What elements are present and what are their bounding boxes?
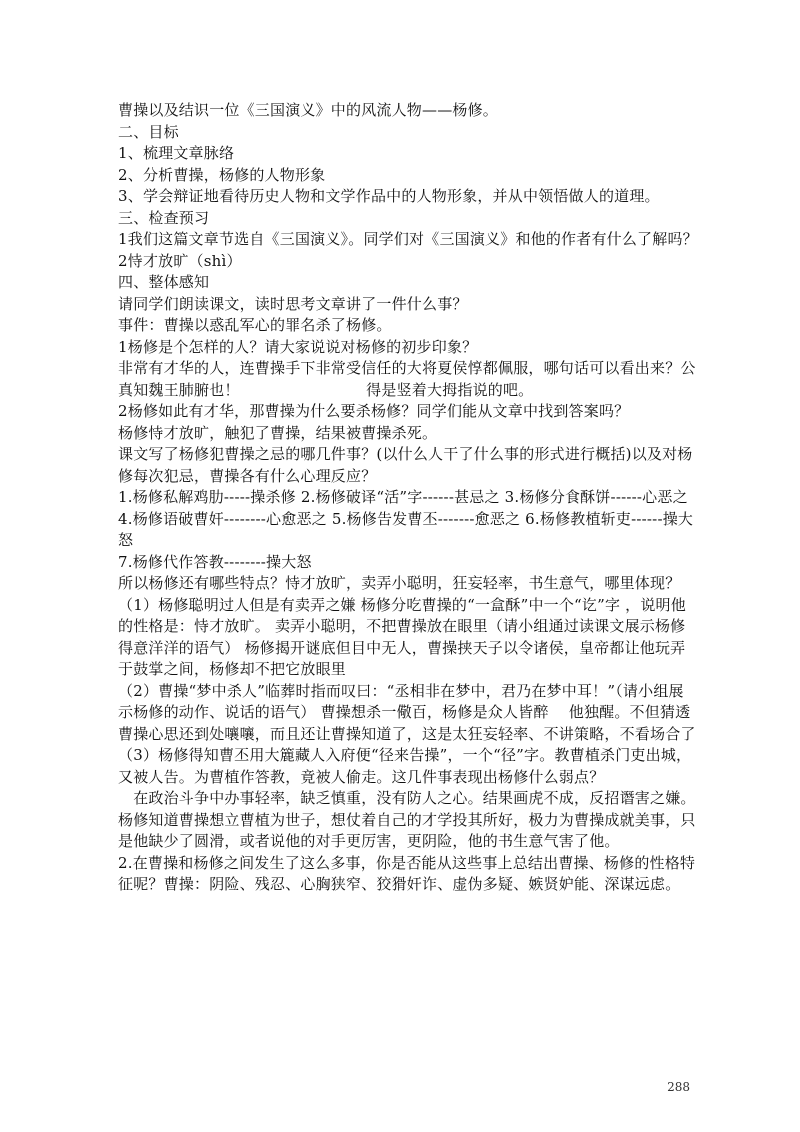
paragraph: 事件：曹操以惑乱军心的罪名杀了杨修。 bbox=[118, 316, 392, 334]
goal-item: 1、梳理文章脉络 bbox=[118, 144, 235, 162]
event-list: 7.杨修代作答教--------操大怒 bbox=[118, 552, 312, 571]
paragraph: 曹操以及结识一位《三国演义》中的风流人物——杨修。 bbox=[118, 101, 499, 119]
goal-item: 2、分析曹操，杨修的人物形象 bbox=[118, 165, 326, 184]
goal-item: 3、学会辩证地看待历史人物和文学作品中的人物形象，并从中领悟做人的道理。 bbox=[118, 187, 660, 205]
paragraph: 1我们这篇文章节选自《三国演义》。同学们对《三国演义》和他的作者有什么了解吗？ bbox=[118, 230, 698, 248]
event-list: 4.杨修语破曹奸--------心愈恶之 5.杨修告发曹丕-------愈恶之 6.杨修教植斩吏------操大怒 bbox=[118, 509, 694, 549]
document-body bbox=[118, 100, 698, 896]
paragraph: 所以杨修还有哪些特点？恃才放旷，卖弄小聪明，狂妄轻率，书生意气，哪里体现？ bbox=[118, 574, 681, 592]
paragraph: （2）曹操“梦中杀人”临葬时指而叹曰：“丞相非在梦中，君乃在梦中耳！”（请小组展示杨修的动作、说话的语气） 曹操想杀一儆百，杨修是众人皆醉 他独醒。不但猜透曹操心思还到处嚷嚷，而且还让曹操知道了，这是太狂妄轻率、不讲策略，不看场合了 bbox=[118, 681, 696, 743]
paragraph: 2恃才放旷（shì） bbox=[118, 251, 242, 270]
section-heading-preview: 三、检查预习 bbox=[118, 208, 210, 227]
paragraph: 2杨修如此有才华，那曹操为什么要杀杨修？同学们能从文章中找到答案吗？ bbox=[118, 402, 630, 420]
page-number: 288 bbox=[667, 1080, 690, 1094]
section-heading-overview: 四、整体感知 bbox=[118, 273, 210, 291]
event-list: 1.杨修私解鸡肋-----操杀修 2.杨修破译“活”字------甚忌之 3.杨修分食酥饼------心恶之 bbox=[118, 488, 688, 506]
paragraph: 在政治斗争中办事轻率，缺乏慎重，没有防人之心。结果画虎不成，反招谮害之嫌。 杨修知道曹操想立曹植为世子，想仗着自己的才学投其所好，极力为曹操成就美事，只是他缺少了圆滑，或者说他的对手更厉害，更阴险，他的书生意气害了他。 bbox=[118, 789, 696, 850]
paragraph: （3）杨修得知曹丕用大簏藏人入府便“径来告操”，一个“径”字。教曹植杀门吏出城，又被人告。为曹植作答教，竟被人偷走。这几件事表现出杨修什么弱点？ bbox=[118, 746, 692, 786]
paragraph: 1杨修是个怎样的人？请大家说说对杨修的初步印象？ bbox=[118, 337, 478, 356]
paragraph: 非常有才华的人，连曹操手下非常受信任的大将夏侯惇都佩服，哪句话可以看出来？公真知魏王肺腑也！ 得是竖着大拇指说的吧。 bbox=[118, 359, 696, 399]
paragraph: 2.在曹操和杨修之间发生了这么多事，你是否能从这些事上总结出曹操、杨修的性格特征呢？曹操：阴险、残忍、心胸狭窄、狡猾奸诈、虚伪多疑、嫉贤妒能、深谋远虑。 bbox=[118, 853, 696, 893]
paragraph: 课文写了杨修犯曹操之忌的哪几件事？(以什么人干了什么事的形式进行概括)以及对杨修每次犯忌，曹操各有什么心理反应？ bbox=[118, 445, 693, 485]
section-heading-goals: 二、目标 bbox=[118, 122, 179, 141]
paragraph: 杨修恃才放旷，触犯了曹操，结果被曹操杀死。 bbox=[118, 423, 438, 442]
paragraph: 请同学们朗读课文，读时思考文章讲了一件什么事？ bbox=[118, 294, 468, 313]
paragraph: （1）杨修聪明过人但是有卖弄之嫌 杨修分吃曹操的“一盒酥”中一个“讫”字 ，说明他的性格是：恃才放旷。 卖弄小聪明，不把曹操放在眼里（请小组通过读课文展示杨修得意洋洋的语气） 杨修揭开谜底但目中无人，曹操挟天子以令诸侯，皇帝都让他玩弄于鼓掌之间，杨修却不把它放眼里 bbox=[118, 595, 686, 678]
